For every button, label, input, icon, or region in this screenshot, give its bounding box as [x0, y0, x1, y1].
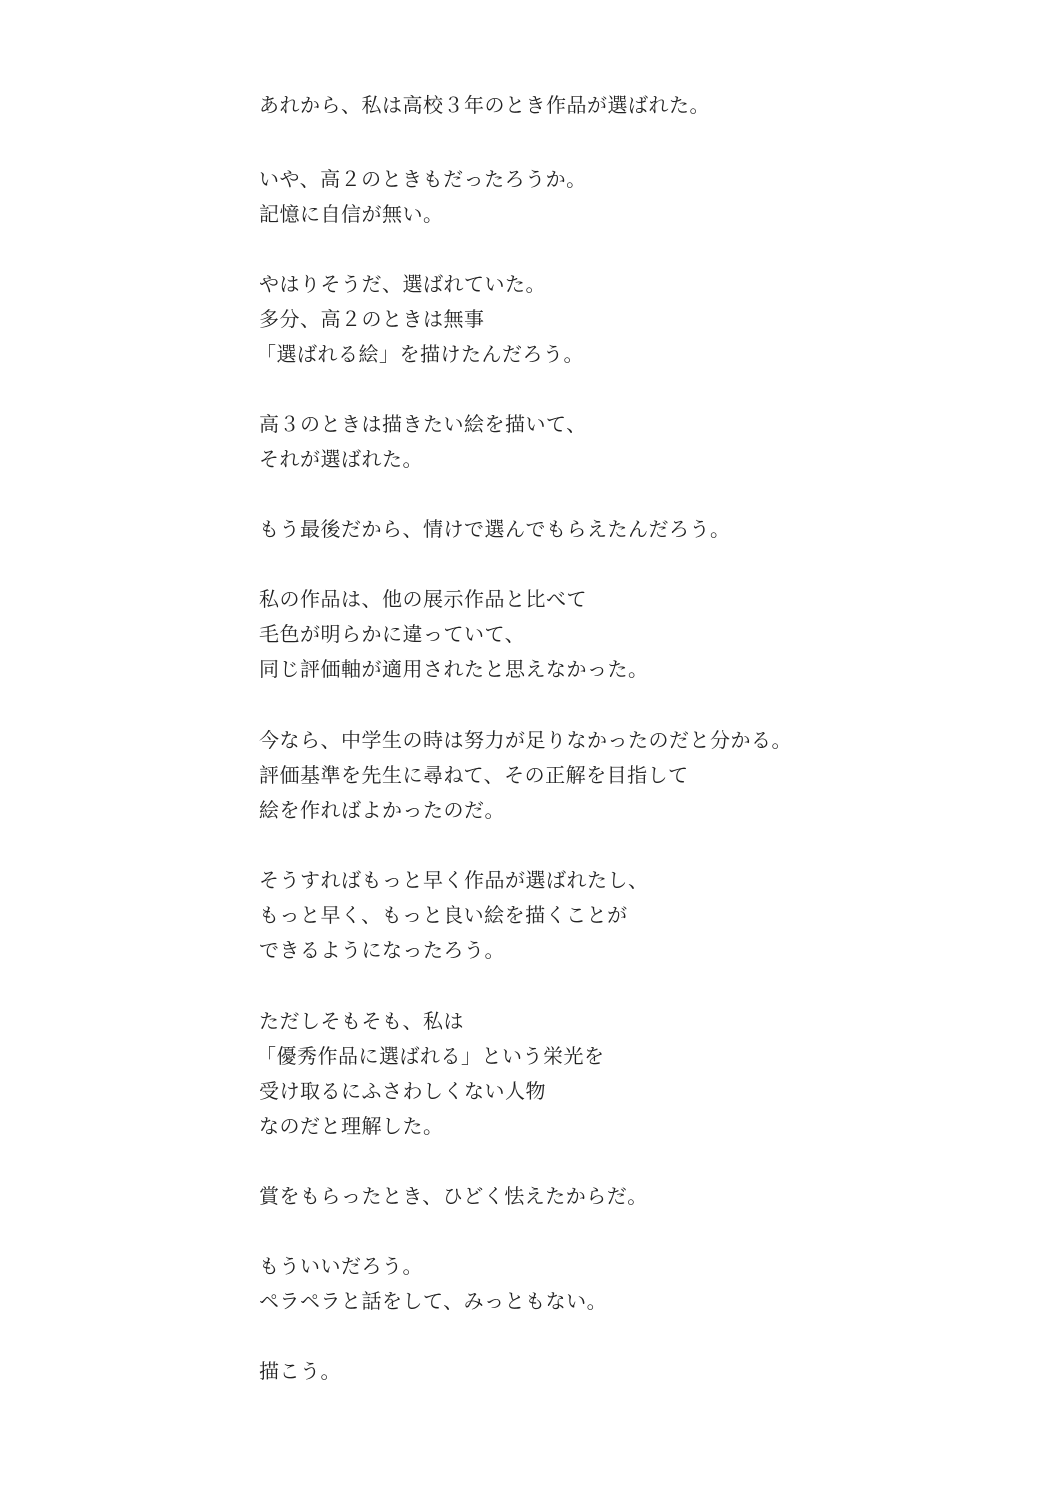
- text-line: あれから、私は高校３年のとき作品が選ばれた。: [259, 93, 710, 117]
- text-line: 多分、高２のときは無事: [259, 307, 485, 331]
- text-line: 記憶に自信が無い。: [259, 202, 444, 226]
- text-line: 賞をもらったとき、ひどく怯えたからだ。: [259, 1184, 648, 1208]
- text-line: なのだと理解した。: [259, 1114, 444, 1138]
- text-line: 同じ評価軸が適用されたと思えなかった。: [259, 657, 649, 681]
- text-line: できるようになったろう。: [259, 938, 505, 962]
- text-line: 評価基準を先生に尋ねて、その正解を目指して: [259, 763, 689, 787]
- text-line: 描こう。: [259, 1359, 341, 1383]
- text-line: それが選ばれた。: [259, 447, 423, 471]
- text-line: ただしそもそも、私は: [259, 1009, 464, 1033]
- text-line: もういいだろう。: [259, 1254, 423, 1278]
- text-line: やはりそうだ、選ばれていた。: [259, 272, 546, 296]
- text-line: もう最後だから、情けで選んでもらえたんだろう。: [259, 517, 731, 541]
- text-line: ペラペラと話をして、みっともない。: [259, 1289, 608, 1313]
- text-line: 私の作品は、他の展示作品と比べて: [259, 587, 587, 611]
- text-line: 今なら、中学生の時は努力が足りなかったのだと分かる。: [259, 728, 792, 752]
- text-line: 受け取るにふさわしくない人物: [259, 1079, 546, 1103]
- text-line: そうすればもっと早く作品が選ばれたし、: [259, 868, 649, 892]
- text-line: 「選ばれる絵」を描けたんだろう。: [256, 342, 584, 366]
- text-line: 絵を作ればよかったのだ。: [259, 798, 505, 822]
- text-line: 毛色が明らかに違っていて、: [259, 622, 526, 646]
- text-line: 高３のときは描きたい絵を描いて、: [259, 412, 587, 436]
- text-line: もっと早く、もっと良い絵を描くことが: [259, 903, 628, 927]
- text-line: いや、高２のときもだったろうか。: [259, 167, 587, 191]
- text-line: 「優秀作品に選ばれる」という栄光を: [256, 1044, 605, 1068]
